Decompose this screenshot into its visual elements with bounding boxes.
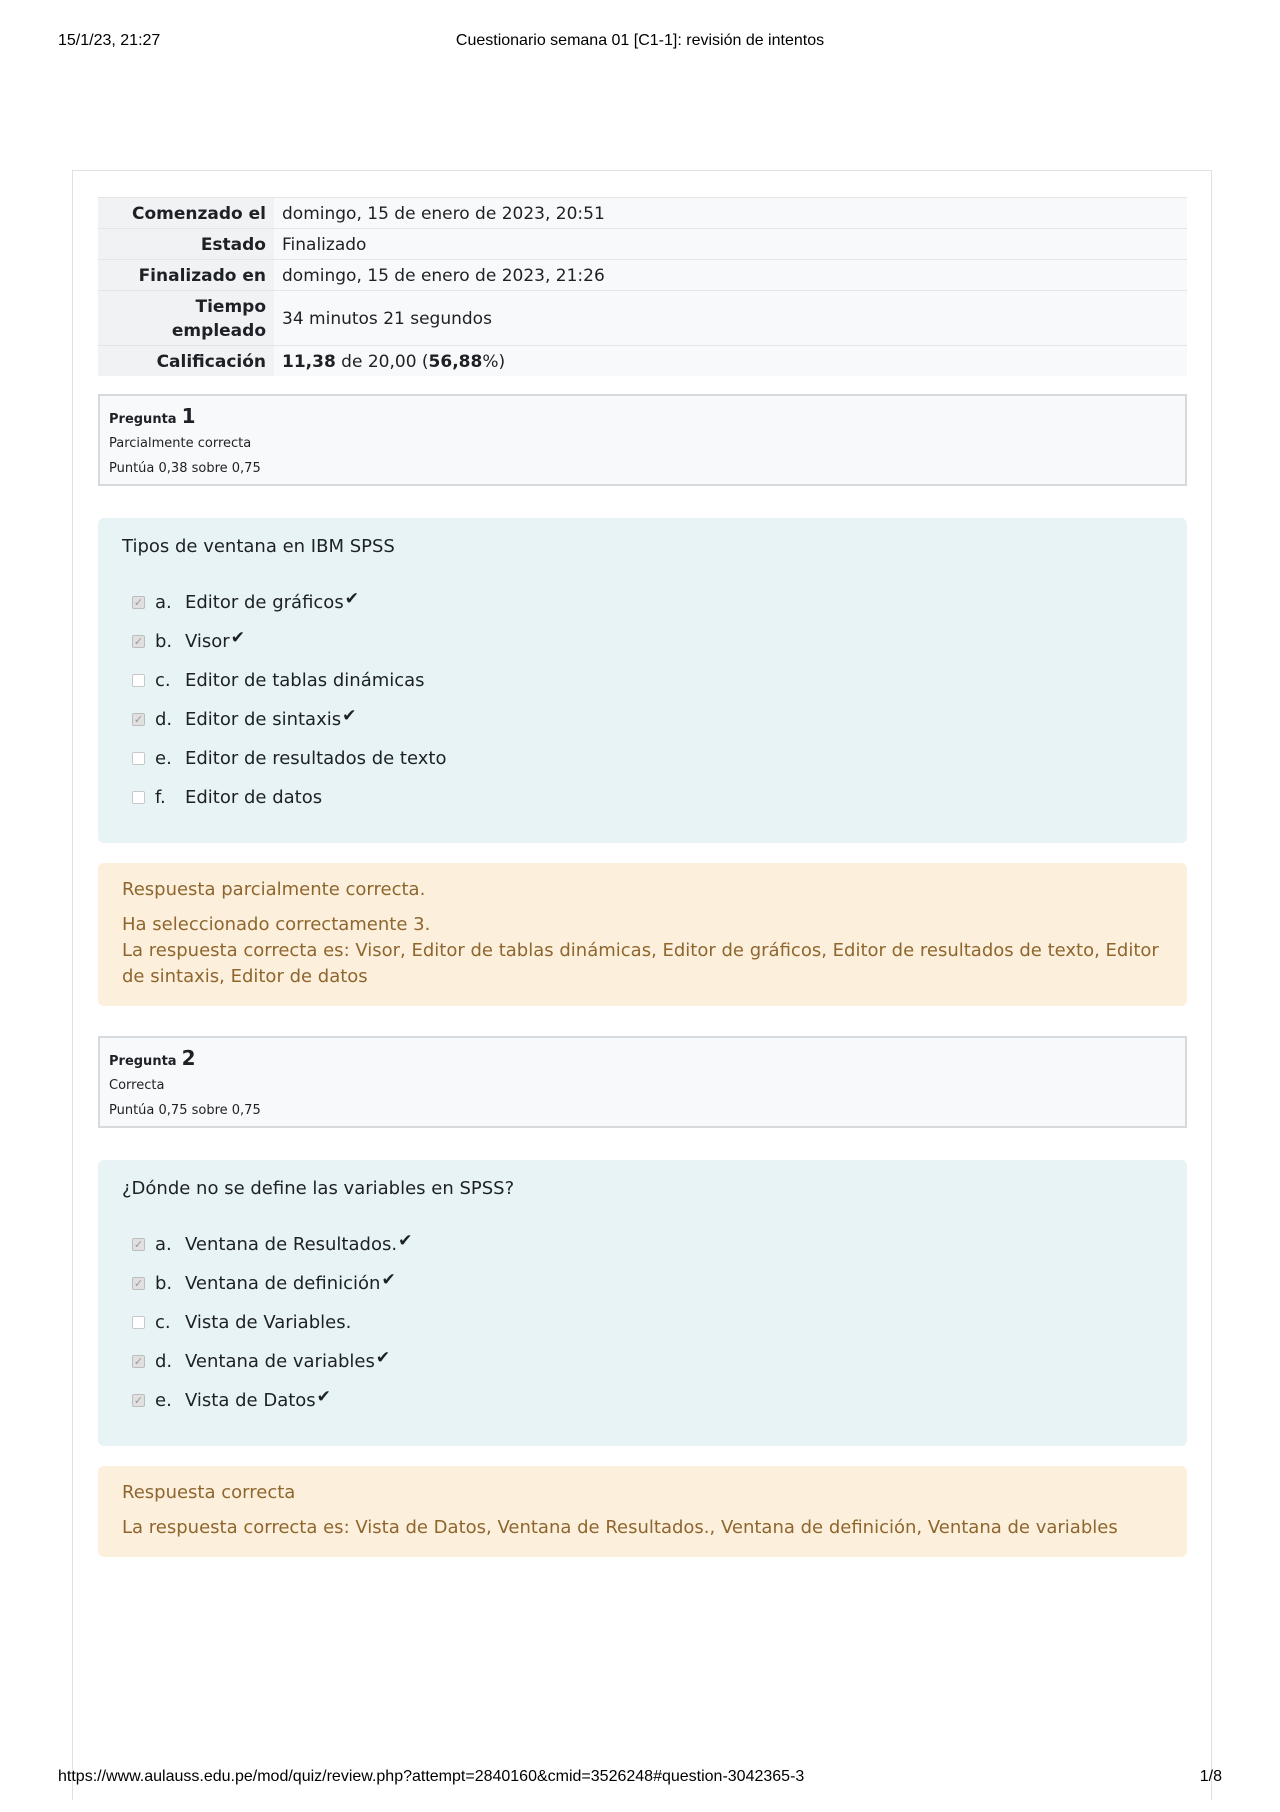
answer-list: [122, 583, 1163, 817]
answer-text: Ventana de variables: [185, 1351, 375, 1372]
started-value: domingo, 15 de enero de 2023, 20:51: [274, 198, 1187, 229]
question-formulation-1: [98, 518, 1187, 843]
right-answer: La respuesta correcta es: Vista de Datos, Ventana de Resultados., Ventana de definición, Ventana de variables: [122, 1517, 1118, 1538]
time-label: Tiempo empleado: [98, 291, 274, 346]
grade-mid: de 20,00 (: [335, 352, 429, 372]
print-title: Cuestionario semana 01 [C1-1]: revisión de intentos: [455, 32, 825, 49]
answer-list: [122, 1225, 1163, 1420]
answer-checkbox[interactable]: ✓: [133, 1394, 144, 1407]
print-footer: [58, 1768, 1222, 1790]
question-grade: Puntúa 0,75 sobre 0,75: [109, 1103, 261, 1118]
question-label: Pregunta: [109, 1054, 177, 1069]
print-page-number: 1/8: [1199, 1768, 1222, 1785]
print-url: https://www.aulauss.edu.pe/mod/quiz/review.php?attempt=2840160&cmid=3526248#question-3042365-3: [58, 1768, 805, 1785]
answer-checkbox[interactable]: [132, 791, 145, 804]
feedback-text: Respuesta parcialmente correcta.: [122, 879, 426, 900]
grade-label: Calificación: [98, 346, 274, 377]
answer-option: [122, 583, 1163, 622]
question-info-2: [98, 1036, 1187, 1128]
answer-checkbox[interactable]: ✓: [133, 596, 144, 609]
answer-option: [122, 661, 1163, 700]
answer-checkbox[interactable]: [132, 674, 145, 687]
summary-row-state: [98, 229, 1187, 260]
check-icon: ✔: [316, 1386, 331, 1407]
answer-option: [122, 1381, 1163, 1420]
question-text: ¿Dónde no se define las variables en SPSS?: [122, 1178, 515, 1199]
question-outcome-1: [98, 863, 1187, 1006]
answer-checkbox[interactable]: ✓: [133, 713, 144, 726]
grade-percent: 56,88: [428, 352, 483, 372]
answer-checkbox[interactable]: ✓: [133, 1355, 144, 1368]
question-info-1: [98, 394, 1187, 486]
answer-letter: e.: [155, 748, 172, 769]
question-state: Correcta: [109, 1078, 165, 1093]
check-icon: ✔: [375, 1347, 391, 1368]
state-label: Estado: [98, 229, 274, 260]
answer-text: Visor: [185, 631, 230, 652]
answer-checkbox[interactable]: [132, 752, 145, 765]
answer-option: [122, 1225, 1163, 1264]
check-icon: ✔: [342, 705, 357, 726]
check-icon: ✔: [344, 588, 359, 609]
grade-value: [274, 346, 1187, 377]
question-formulation-2: [98, 1160, 1187, 1446]
right-answer: La respuesta correcta es: Visor, Editor de tablas dinámicas, Editor de gráficos, Editor de resultados de texto, Editor de sintaxis, Editor de datos: [122, 940, 1159, 987]
feedback-count: Ha seleccionado correctamente 3.: [122, 914, 431, 935]
answer-option: [122, 778, 1163, 817]
grade-score: 11,38: [282, 352, 336, 372]
feedback-text: Respuesta correcta: [122, 1482, 296, 1503]
answer-letter: d.: [155, 709, 173, 730]
answer-text: Ventana de Resultados.: [185, 1234, 398, 1255]
answer-option: [122, 1264, 1163, 1303]
answer-letter: c.: [155, 1312, 171, 1333]
answer-letter: c.: [155, 670, 171, 691]
answer-option: [122, 1303, 1163, 1342]
answer-checkbox[interactable]: ✓: [133, 635, 144, 648]
answer-letter: b.: [155, 631, 173, 652]
answer-text: Ventana de definición: [185, 1273, 381, 1294]
answer-text: Vista de Variables.: [185, 1312, 352, 1333]
question-state: Parcialmente correcta: [109, 436, 252, 451]
question-label: Pregunta: [109, 412, 177, 427]
question-outcome-2: [98, 1466, 1187, 1557]
answer-option: [122, 622, 1163, 661]
finished-label: Finalizado en: [98, 260, 274, 291]
answer-letter: a.: [155, 1234, 172, 1255]
time-value: 34 minutos 21 segundos: [274, 291, 1187, 346]
question-number: 1: [181, 404, 196, 428]
answer-option: [122, 739, 1163, 778]
print-header: [58, 32, 1222, 54]
summary-row-grade: [98, 346, 1187, 377]
answer-text: Editor de sintaxis: [185, 709, 342, 730]
summary-row-finished: [98, 260, 1187, 291]
answer-letter: e.: [155, 1390, 172, 1411]
review-content: [98, 197, 1187, 1557]
answer-checkbox[interactable]: [132, 1316, 145, 1329]
answer-text: Editor de tablas dinámicas: [185, 670, 425, 691]
check-icon: ✔: [381, 1269, 396, 1290]
answer-text: Editor de resultados de texto: [185, 748, 447, 769]
check-icon: ✔: [398, 1230, 413, 1251]
answer-letter: f.: [155, 787, 166, 808]
answer-option: [122, 1342, 1163, 1381]
answer-text: Vista de Datos: [185, 1390, 316, 1411]
started-label: Comenzado el: [98, 198, 274, 229]
grade-end: %): [482, 352, 506, 372]
answer-letter: b.: [155, 1273, 173, 1294]
question-number: 2: [181, 1046, 196, 1070]
answer-checkbox[interactable]: ✓: [133, 1277, 144, 1290]
finished-value: domingo, 15 de enero de 2023, 21:26: [274, 260, 1187, 291]
summary-row-time: [98, 291, 1187, 346]
answer-letter: d.: [155, 1351, 173, 1372]
attempt-summary-table: [98, 197, 1187, 376]
state-value: Finalizado: [274, 229, 1187, 260]
print-date: 15/1/23, 21:27: [58, 32, 161, 49]
summary-row-started: [98, 198, 1187, 229]
answer-letter: a.: [155, 592, 172, 613]
question-text: Tipos de ventana en IBM SPSS: [122, 536, 395, 557]
answer-option: [122, 700, 1163, 739]
question-grade: Puntúa 0,38 sobre 0,75: [109, 461, 261, 476]
answer-text: Editor de datos: [185, 787, 323, 808]
answer-checkbox[interactable]: ✓: [133, 1238, 144, 1251]
answer-text: Editor de gráficos: [185, 592, 344, 613]
check-icon: ✔: [230, 627, 245, 648]
